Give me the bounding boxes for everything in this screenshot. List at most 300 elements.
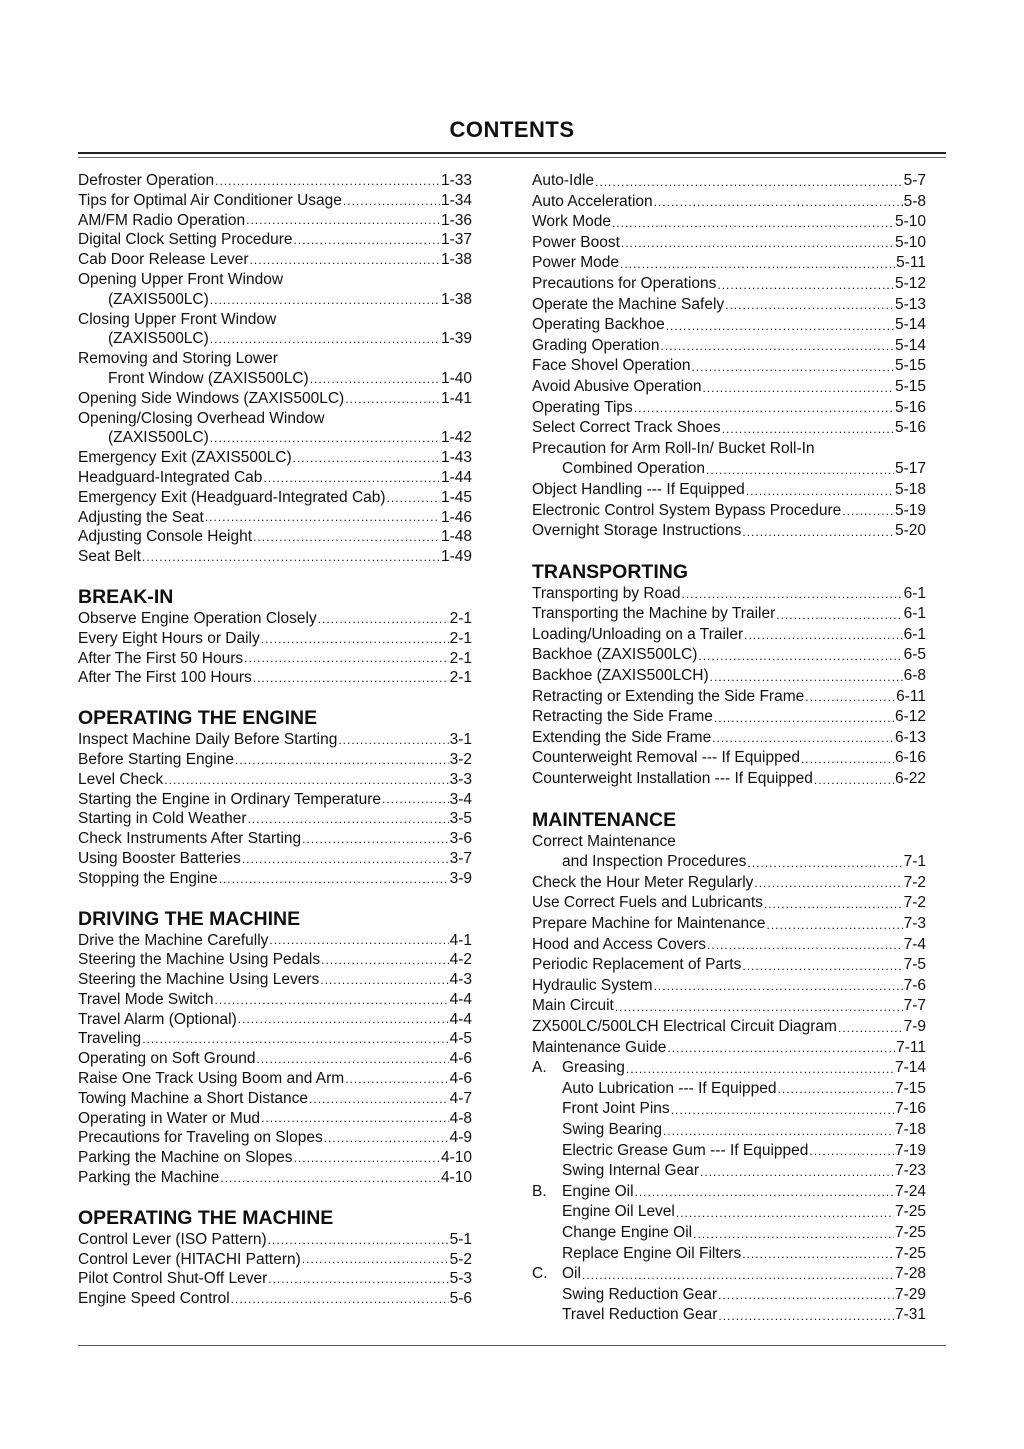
toc-entry-page: 2-1 <box>449 609 472 627</box>
toc-entry-title: Auto-Idle <box>532 172 595 189</box>
toc-entry-title: Before Starting Engine <box>78 750 234 768</box>
toc-entry-letter: A. <box>532 1059 547 1077</box>
toc-entry-page: 6-1 <box>903 605 926 623</box>
toc-entry-page: 3-4 <box>449 790 472 808</box>
toc-entry-page: 4-2 <box>449 951 472 969</box>
toc-entry-page: 1-43 <box>440 449 472 467</box>
dot-leader <box>387 492 440 508</box>
toc-entry-title: Operating Backhoe <box>532 316 665 334</box>
toc-entry-page: 7-19 <box>894 1141 926 1159</box>
title-rule <box>78 152 946 154</box>
toc-entry[interactable] <box>78 211 472 231</box>
toc-entry[interactable] <box>532 584 926 605</box>
toc-entry-title: Work Mode <box>532 213 611 231</box>
toc-entry-title: Travel Mode Switch <box>78 990 214 1008</box>
toc-entry[interactable] <box>78 508 472 528</box>
toc-entry-page: 3-6 <box>449 830 472 848</box>
toc-entry[interactable] <box>532 996 926 1017</box>
toc-entry[interactable] <box>532 604 926 625</box>
toc-entry-title: Engine Oil Level <box>562 1203 675 1221</box>
toc-entry[interactable] <box>532 501 926 522</box>
toc-entry[interactable] <box>532 315 926 336</box>
toc-entry-page: 1-49 <box>440 548 472 566</box>
toc-entry[interactable] <box>532 1161 926 1182</box>
dot-leader <box>722 423 894 439</box>
dot-leader <box>742 526 894 542</box>
dot-leader <box>776 609 902 625</box>
toc-entry-title: Main Circuit <box>532 997 614 1015</box>
dot-leader <box>767 919 903 935</box>
toc-entry-title: After The First 50 Hours <box>78 649 244 667</box>
toc-entry[interactable] <box>78 1250 472 1270</box>
toc-entry[interactable] <box>532 893 926 914</box>
toc-entry[interactable] <box>532 418 926 439</box>
toc-entry[interactable] <box>532 687 926 708</box>
toc-entry-title: Grading Operation <box>532 336 660 354</box>
toc-entry-line1[interactable]: Precaution for Arm Roll-In/ Bucket Roll-In <box>532 439 815 457</box>
toc-entry-page: 5-1 <box>449 1230 472 1248</box>
toc-entry-page: 4-6 <box>449 1070 472 1088</box>
toc-entry[interactable] <box>532 707 926 728</box>
toc-entry[interactable] <box>78 1128 472 1148</box>
dot-leader <box>235 754 449 770</box>
dot-leader <box>666 320 894 336</box>
toc-entry[interactable] <box>532 295 926 316</box>
toc-entry[interactable] <box>532 377 926 398</box>
dot-leader <box>268 1234 449 1250</box>
toc-entry[interactable] <box>78 931 472 951</box>
dot-leader <box>263 472 440 488</box>
toc-entry-title: Starting the Engine in Ordinary Temperature <box>78 790 381 808</box>
toc-entry-title: Swing Internal Gear <box>562 1162 699 1180</box>
toc-entry-page: 4-8 <box>449 1109 472 1127</box>
dot-leader <box>676 1207 894 1223</box>
toc-entry-page: 4-5 <box>449 1030 472 1048</box>
dot-leader <box>220 1172 440 1188</box>
toc-entry[interactable] <box>78 1089 472 1109</box>
toc-entry[interactable] <box>78 649 472 669</box>
toc-entry[interactable] <box>532 192 926 213</box>
toc-entry-page: 7-7 <box>903 997 926 1015</box>
toc-entry-title: Electric Grease Gum --- If Equipped <box>562 1141 809 1159</box>
dot-leader <box>294 1152 440 1168</box>
toc-entry-title: Avoid Abusive Operation <box>532 377 702 395</box>
toc-entry-title: Operating in Water or Mud <box>78 1109 261 1127</box>
dot-leader <box>778 1083 894 1099</box>
toc-entry-title: AM/FM Radio Operation <box>78 211 246 229</box>
toc-entry[interactable] <box>78 389 472 409</box>
toc-entry-title: Operate the Machine Safely <box>532 295 725 313</box>
toc-entry-page: 5-10 <box>894 213 926 231</box>
toc-entry[interactable] <box>78 1230 472 1250</box>
section-heading-driving: DRIVING THE MACHINE <box>78 907 301 930</box>
toc-entry-title: Digital Clock Setting Procedure <box>78 231 293 249</box>
toc-entry-title: Power Mode <box>532 254 620 272</box>
toc-entry[interactable] <box>78 809 472 829</box>
dot-leader <box>764 898 903 914</box>
dot-leader <box>321 954 448 970</box>
dot-leader <box>714 712 894 728</box>
toc-entry[interactable] <box>78 230 472 250</box>
contents-right-column <box>532 171 926 1326</box>
dot-leader <box>257 1053 449 1069</box>
toc-entry-title: Swing Reduction Gear <box>562 1285 718 1303</box>
toc-entry-page: 6-1 <box>903 584 926 602</box>
toc-entry-line1[interactable]: Closing Upper Front Window <box>78 310 277 328</box>
toc-entry-page: 5-12 <box>894 274 926 292</box>
toc-entry-title: Emergency Exit (Headguard-Integrated Cab) <box>78 488 386 506</box>
toc-entry-page: 7-28 <box>894 1265 926 1283</box>
dot-leader <box>654 196 903 212</box>
dot-leader <box>261 633 449 649</box>
toc-entry[interactable] <box>532 852 926 873</box>
toc-entry-title: Change Engine Oil <box>562 1223 693 1241</box>
toc-entry-page: 7-4 <box>903 935 926 953</box>
toc-entry-lettered[interactable] <box>532 1264 926 1285</box>
toc-entry[interactable] <box>78 448 472 468</box>
dot-leader <box>244 652 448 668</box>
toc-entry-page: 4-1 <box>449 931 472 949</box>
toc-entry[interactable] <box>78 369 472 389</box>
toc-entry-title: Swing Bearing <box>562 1120 662 1138</box>
toc-entry-page: 5-10 <box>894 233 926 251</box>
toc-entry-line1[interactable]: Correct Maintenance <box>532 832 676 850</box>
toc-entry[interactable] <box>78 468 472 488</box>
toc-entry-page: 7-24 <box>894 1182 926 1200</box>
toc-entry[interactable] <box>532 769 926 790</box>
toc-entry[interactable] <box>532 356 926 377</box>
toc-entry-title: Tips for Optimal Air Conditioner Usage <box>78 191 342 209</box>
toc-entry[interactable] <box>532 914 926 935</box>
toc-entry[interactable] <box>532 1244 926 1265</box>
toc-entry-title: Greasing <box>562 1059 625 1077</box>
toc-entry-page: 7-31 <box>894 1306 926 1324</box>
toc-entry[interactable] <box>532 873 926 894</box>
toc-entry[interactable] <box>532 274 926 295</box>
dot-leader <box>612 217 894 233</box>
toc-entry-title: Emergency Exit (ZAXIS500LC) <box>78 449 292 467</box>
toc-entry-page: 4-9 <box>449 1129 472 1147</box>
toc-entry-page: 7-23 <box>894 1162 926 1180</box>
toc-entry-page: 6-12 <box>894 708 926 726</box>
toc-entry-page: 1-40 <box>440 369 472 387</box>
toc-entry-title: Loading/Unloading on a Trailer <box>532 625 744 643</box>
toc-entry[interactable] <box>78 547 472 567</box>
toc-entry[interactable] <box>78 1168 472 1188</box>
dot-leader <box>742 960 902 976</box>
toc-entry[interactable] <box>532 935 926 956</box>
toc-entry[interactable] <box>532 1017 926 1038</box>
toc-entry-title: Electronic Control System Bypass Procedure <box>532 501 842 519</box>
toc-entry[interactable] <box>78 1269 472 1289</box>
toc-entry-page: 4-10 <box>440 1169 472 1187</box>
toc-entry-page: 6-13 <box>894 728 926 746</box>
toc-entry-line1[interactable]: Removing and Storing Lower <box>78 350 278 368</box>
dot-leader <box>142 551 440 567</box>
dot-leader <box>253 531 440 547</box>
toc-entry[interactable] <box>78 428 472 448</box>
toc-entry[interactable] <box>78 629 472 649</box>
toc-entry[interactable] <box>532 212 926 233</box>
dot-leader <box>702 382 894 398</box>
toc-entry-page: 3-1 <box>449 731 472 749</box>
toc-entry-title: Operating on Soft Ground <box>78 1050 256 1068</box>
section-heading-break-in: BREAK-IN <box>78 585 174 608</box>
toc-entry[interactable] <box>78 950 472 970</box>
toc-entry[interactable] <box>78 527 472 547</box>
toc-entry-title: Pilot Control Shut-Off Lever <box>78 1270 268 1288</box>
dot-leader <box>809 1145 894 1161</box>
toc-entry[interactable] <box>78 668 472 688</box>
toc-entry[interactable] <box>78 1148 472 1168</box>
toc-entry[interactable] <box>532 1141 926 1162</box>
toc-entry[interactable] <box>532 233 926 254</box>
dot-leader <box>164 774 448 790</box>
toc-entry[interactable] <box>78 990 472 1010</box>
toc-entry[interactable] <box>78 488 472 508</box>
toc-entry[interactable] <box>532 1079 926 1100</box>
toc-entry[interactable] <box>78 609 472 629</box>
toc-entry-page: 1-42 <box>440 429 472 447</box>
toc-entry-page: 5-19 <box>894 501 926 519</box>
toc-entry-title: Front Window (ZAXIS500LC) <box>108 369 309 387</box>
toc-entry[interactable] <box>532 1038 926 1059</box>
toc-entry[interactable] <box>532 480 926 501</box>
toc-entry-title: Hydraulic System <box>532 976 653 994</box>
dot-leader <box>718 1289 894 1305</box>
dot-leader <box>309 1093 449 1109</box>
toc-entry-page: 5-15 <box>894 357 926 375</box>
toc-entry-page: 7-2 <box>903 894 926 912</box>
toc-entry-title: Stopping the Engine <box>78 869 218 887</box>
dot-leader <box>320 974 448 990</box>
dot-leader <box>744 629 902 645</box>
toc-entry[interactable] <box>532 748 926 769</box>
dot-leader <box>345 1073 448 1089</box>
toc-entry[interactable] <box>532 398 926 419</box>
toc-entry[interactable] <box>532 521 926 542</box>
toc-entry[interactable] <box>78 869 472 889</box>
toc-entry-title: Backhoe (ZAXIS500LC) <box>532 646 698 664</box>
toc-entry[interactable] <box>78 329 472 349</box>
dot-leader <box>718 1310 894 1326</box>
toc-entry[interactable] <box>532 976 926 997</box>
page-title: CONTENTS <box>449 117 575 142</box>
dot-leader <box>742 1248 894 1264</box>
toc-entry[interactable] <box>532 666 926 687</box>
toc-entry-letter: B. <box>532 1182 547 1200</box>
toc-entry-line1[interactable]: Opening/Closing Overhead Window <box>78 409 325 427</box>
dot-leader <box>814 774 894 790</box>
toc-entry-page: 1-48 <box>440 528 472 546</box>
dot-leader <box>805 691 895 707</box>
toc-entry-line1[interactable]: Opening Upper Front Window <box>78 270 284 288</box>
dot-leader <box>246 214 440 230</box>
toc-entry-title: After The First 100 Hours <box>78 669 252 687</box>
dot-leader <box>294 234 440 250</box>
toc-entry[interactable] <box>78 829 472 849</box>
dot-leader <box>302 833 448 849</box>
dot-leader <box>142 1033 448 1049</box>
toc-entry-page: 7-15 <box>894 1079 926 1097</box>
toc-entry-page: 4-6 <box>449 1050 472 1068</box>
dot-leader <box>215 994 449 1010</box>
toc-entry-title: Face Shovel Operation <box>532 357 691 375</box>
toc-entry[interactable] <box>78 730 472 750</box>
toc-entry[interactable] <box>78 790 472 810</box>
toc-entry-title: Retracting the Side Frame <box>532 708 713 726</box>
toc-entry-page: 5-7 <box>903 172 926 189</box>
toc-entry-page: 7-25 <box>894 1223 926 1241</box>
toc-entry-title: Drive the Machine Carefully <box>78 931 269 949</box>
toc-entry-page: 4-4 <box>449 990 472 1008</box>
toc-entry[interactable] <box>532 625 926 646</box>
toc-entry-page: 4-3 <box>449 971 472 989</box>
toc-entry-title: Engine Oil <box>562 1182 634 1200</box>
toc-entry-title: Observe Engine Operation Closely <box>78 609 317 627</box>
toc-entry-page: 2-1 <box>449 629 472 647</box>
toc-entry-page: 5-3 <box>449 1270 472 1288</box>
toc-entry-page: 7-29 <box>894 1285 926 1303</box>
toc-entry-page: 1-44 <box>440 468 472 486</box>
toc-entry-title: Travel Alarm (Optional) <box>78 1010 237 1028</box>
toc-entry-page: 4-10 <box>440 1149 472 1167</box>
dot-leader <box>382 793 449 809</box>
toc-entry[interactable] <box>78 1049 472 1069</box>
toc-entry[interactable] <box>78 250 472 270</box>
dot-leader <box>310 373 440 389</box>
toc-entry-title: Auto Lubrication --- If Equipped <box>562 1079 777 1097</box>
toc-entry[interactable] <box>532 955 926 976</box>
dot-leader <box>219 873 449 889</box>
toc-entry-title: ZX500LC/500LCH Electrical Circuit Diagram <box>532 1017 837 1035</box>
toc-entry[interactable] <box>78 1069 472 1089</box>
toc-entry-title: Select Correct Track Shoes <box>532 419 721 437</box>
toc-entry-page: 2-1 <box>449 649 472 667</box>
toc-entry[interactable] <box>532 1099 926 1120</box>
toc-entry-page: 1-34 <box>440 191 472 209</box>
toc-entry-title: (ZAXIS500LC) <box>108 290 209 308</box>
toc-entry[interactable] <box>78 191 472 211</box>
toc-entry[interactable] <box>532 1305 926 1326</box>
toc-entry[interactable] <box>78 750 472 770</box>
toc-entry[interactable] <box>78 849 472 869</box>
toc-entry-title: Steering the Machine Using Levers <box>78 971 320 989</box>
toc-entry-page: 5-16 <box>894 419 926 437</box>
toc-entry[interactable] <box>78 1010 472 1030</box>
toc-entry-page: 5-6 <box>449 1290 472 1308</box>
toc-entry-page: 7-6 <box>903 976 926 994</box>
dot-leader <box>710 671 903 687</box>
dot-leader <box>248 813 449 829</box>
toc-entry[interactable] <box>532 171 926 192</box>
toc-entry[interactable] <box>78 970 472 990</box>
toc-entry-page: 5-11 <box>896 254 926 272</box>
toc-entry-title: Use Correct Fuels and Lubricants <box>532 894 763 912</box>
toc-entry-page: 6-16 <box>894 749 926 767</box>
dot-leader <box>671 1104 894 1120</box>
dot-leader <box>663 1125 894 1141</box>
toc-entry-page: 1-45 <box>440 488 472 506</box>
toc-entry[interactable] <box>78 1029 472 1049</box>
dot-leader <box>268 1273 448 1289</box>
toc-entry[interactable] <box>532 1120 926 1141</box>
toc-entry-lettered[interactable] <box>532 1058 926 1079</box>
toc-entry[interactable] <box>532 1285 926 1306</box>
toc-entry-title: Cab Door Release Lever <box>78 251 249 269</box>
toc-entry-title: Precautions for Operations <box>532 274 717 292</box>
toc-entry-page: 7-5 <box>903 956 926 974</box>
toc-entry-page: 5-8 <box>903 192 926 210</box>
dot-leader <box>210 294 440 310</box>
toc-entry[interactable] <box>78 1109 472 1129</box>
toc-entry-title: Power Boost <box>532 233 620 251</box>
toc-entry-title: Steering the Machine Using Pedals <box>78 951 321 969</box>
toc-entry-title: Replace Engine Oil Filters <box>562 1244 742 1262</box>
toc-entry-title: (ZAXIS500LC) <box>108 429 209 447</box>
toc-entry-title: Check the Hour Meter Regularly <box>532 873 754 891</box>
toc-entry[interactable] <box>78 1289 472 1309</box>
toc-entry[interactable] <box>78 770 472 790</box>
dot-leader <box>205 511 440 527</box>
dot-leader <box>231 1293 449 1309</box>
toc-entry-page: 4-4 <box>449 1010 472 1028</box>
toc-entry-page: 1-39 <box>440 330 472 348</box>
toc-entry-page: 5-13 <box>894 295 926 313</box>
toc-entry-title: Retracting or Extending the Side Frame <box>532 687 805 705</box>
toc-entry-page: 6-1 <box>903 625 926 643</box>
toc-entry-page: 3-3 <box>449 770 472 788</box>
toc-entry[interactable] <box>532 336 926 357</box>
toc-entry-page: 7-25 <box>894 1244 926 1262</box>
dot-leader <box>842 505 894 521</box>
toc-entry-page: 4-7 <box>449 1089 472 1107</box>
toc-entry[interactable] <box>532 1223 926 1244</box>
toc-entry-title: Raise One Track Using Boom and Arm <box>78 1070 345 1088</box>
toc-entry[interactable] <box>532 459 926 480</box>
toc-entry-page: 7-11 <box>896 1038 926 1056</box>
toc-entry-title: Adjusting Console Height <box>78 528 253 546</box>
toc-entry-lettered[interactable] <box>532 1182 926 1203</box>
dot-leader <box>698 650 902 666</box>
toc-entry[interactable] <box>532 1202 926 1223</box>
dot-leader <box>345 393 440 409</box>
dot-leader <box>595 176 903 192</box>
dot-leader <box>269 934 448 950</box>
toc-entry-title: Parking the Machine <box>78 1169 220 1187</box>
toc-entry-title: Periodic Replacement of Parts <box>532 956 742 974</box>
toc-entry-page: 5-14 <box>894 316 926 334</box>
toc-entry[interactable] <box>532 728 926 749</box>
dot-leader <box>654 980 903 996</box>
toc-entry-title: Headguard-Integrated Cab <box>78 468 263 486</box>
toc-entry-title: Operating Tips <box>532 398 633 416</box>
toc-entry[interactable] <box>78 171 472 191</box>
dot-leader <box>801 753 894 769</box>
toc-entry-title: Counterweight Removal --- If Equipped <box>532 749 800 767</box>
section-heading-operating-engine: OPERATING THE ENGINE <box>78 707 318 730</box>
dot-leader <box>626 1063 894 1079</box>
toc-entry-page: 3-9 <box>449 869 472 887</box>
toc-entry[interactable] <box>78 290 472 310</box>
dot-leader <box>261 1112 449 1128</box>
toc-entry[interactable] <box>532 253 926 274</box>
toc-entry[interactable] <box>532 645 926 666</box>
dot-leader <box>754 877 902 893</box>
dot-leader <box>302 1253 449 1269</box>
dot-leader <box>717 279 894 295</box>
dot-leader <box>338 734 448 750</box>
